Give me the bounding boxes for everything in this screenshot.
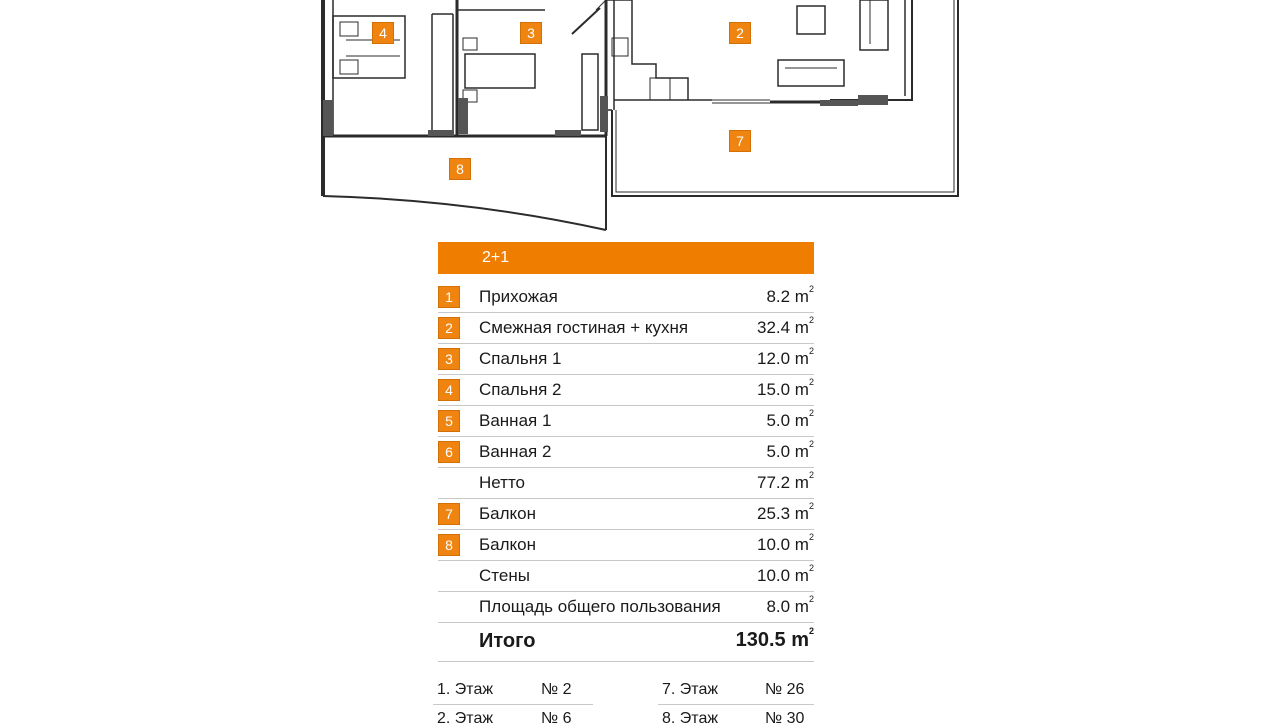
- table-row: [438, 437, 814, 468]
- table-header: 2+1: [438, 242, 814, 274]
- room-badge-3: 3: [520, 22, 542, 44]
- row-value: 5.0 $m^2$: [766, 408, 814, 430]
- row-label: Ванная 2: [479, 442, 552, 461]
- floor-divider: [433, 704, 593, 705]
- row-number: 7: [438, 503, 460, 525]
- row-label: Нетто: [479, 473, 526, 492]
- floor-label: 7. Этаж: [662, 681, 719, 698]
- total-value: 130.5 $m^2$: [735, 626, 814, 651]
- row-label: Прихожая: [479, 287, 558, 306]
- row-value: 32.4 $m^2$: [757, 315, 814, 337]
- row-value: 25.3 $m^2$: [757, 501, 814, 523]
- floor-number: № 2: [541, 681, 572, 698]
- floor-number: № 26: [765, 681, 805, 698]
- row-number: 3: [438, 348, 460, 370]
- row-value: 12.0 $m^2$: [757, 346, 814, 368]
- table-row: [438, 344, 814, 375]
- row-value: 8.2 $m^2$: [766, 284, 814, 306]
- table-row: [438, 530, 814, 561]
- row-value: 10.0 $m^2$: [757, 532, 814, 554]
- floor-label: 8. Этаж: [662, 710, 719, 727]
- floor-number: № 6: [541, 710, 572, 727]
- row-number: 1: [438, 286, 460, 308]
- total-label: Итого: [479, 630, 536, 652]
- floor-label: 2. Этаж: [437, 710, 494, 727]
- row-value: 10.0 $m^2$: [757, 563, 814, 585]
- row-label: Ванная 1: [479, 411, 552, 430]
- table-row: [438, 313, 814, 344]
- table-row: [438, 499, 814, 530]
- row-label: Спальня 2: [479, 380, 562, 399]
- table-row: [438, 406, 814, 437]
- row-label: Балкон: [479, 535, 537, 554]
- row-label: Балкон: [479, 504, 537, 523]
- table-row: [438, 592, 814, 623]
- area-table: [438, 242, 814, 662]
- row-value: 77.2 $m^2$: [757, 470, 814, 492]
- row-value: 15.0 $m^2$: [757, 377, 814, 399]
- floor-divider: [658, 704, 814, 705]
- row-label: Спальня 1: [479, 349, 562, 368]
- table-row: [438, 282, 814, 313]
- room-badge-2: 2: [729, 22, 751, 44]
- floor-plan: [0, 0, 1280, 240]
- row-number: 5: [438, 410, 460, 432]
- row-label: Площадь общего пользования: [479, 597, 721, 616]
- row-label: Стены: [479, 566, 530, 585]
- table-row: [438, 375, 814, 406]
- row-number: 2: [438, 317, 460, 339]
- room-badge-4: 4: [372, 22, 394, 44]
- table-row: [438, 468, 814, 499]
- floor-label: 1. Этаж: [437, 681, 494, 698]
- floor-number: № 30: [765, 710, 805, 727]
- room-badge-8: 8: [449, 158, 471, 180]
- row-number: 4: [438, 379, 460, 401]
- room-badge-7: 7: [729, 130, 751, 152]
- row-number: 6: [438, 441, 460, 463]
- row-value: 8.0 $m^2$: [766, 594, 814, 616]
- total-row: [438, 623, 814, 662]
- row-label: Смежная гостиная + кухня: [479, 318, 689, 337]
- table-row: [438, 561, 814, 592]
- row-value: 5.0 $m^2$: [766, 439, 814, 461]
- row-number: 8: [438, 534, 460, 556]
